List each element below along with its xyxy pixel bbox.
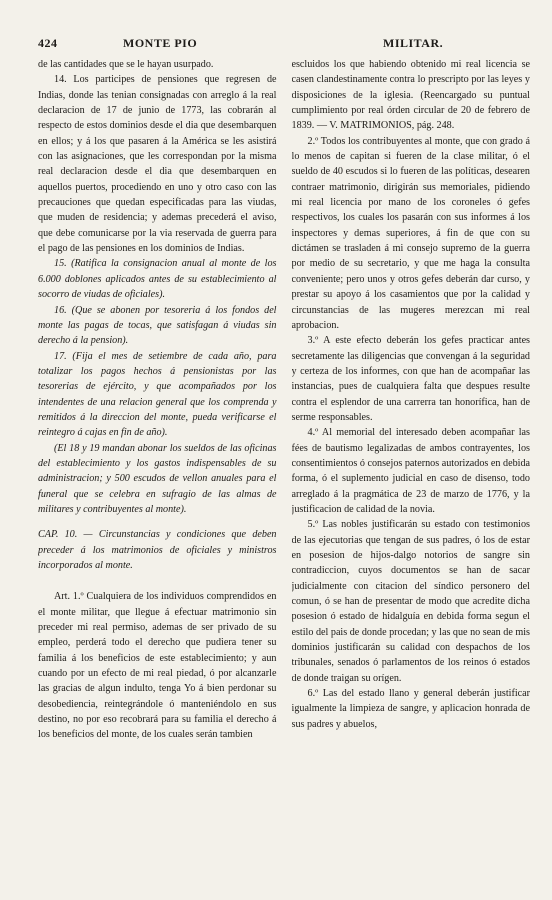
paragraph-16: 16. (Que se abonen por tesoreria á los fondos del monte las pagas de tocas, que satisfagan á viudas sin derecho á la pension).	[38, 304, 277, 347]
paragraph-14: 14. Los participes de pensiones que regresen de Indias, donde las tenian consignadas con arreglo á la real declaracion de 17 de junio de 1773, las cobrarán al respecto de estos dominios desde el dia que desembarquen en ellos; y á los que pasaren á la América se les asistirá con las asignaciones, que les correspondan por la misma real declaracion desde el dia que desembarquen en aquellos puertos, procediendo en uno y otro caso con las precauciones que quedan especificadas para las viudas, que muden de residencia; y ademas precederá el aviso, que debe comunicarse por la via reservada de guerra para el pago de las pensiones en los dominios de Indias.	[38, 74, 277, 255]
article-6: 6.º Las del estado llano y general deberán justificar igualmente la limpieza de sangre, y aplicacion honrada de sus padres y abuelos,	[291, 688, 530, 730]
text-columns	[38, 57, 530, 892]
paragraph-17: 17. (Fija el mes de setiembre de cada año, para totalizar los pagos hechos á pensionistas por las tesorerias de ejército, y que acompañados por los intendentes de una relacion general que los comprenda y remitidos á la direccion del monte, pueda verificarse el reintegro á cajas en fin de año).	[38, 350, 277, 439]
article-1: Art. 1.º Cualquiera de los individuos comprendidos en el monte militar, que llegue á efectuar matrimonio sin preceder mi real permiso, ademas de ser privado de su empleo, perderá todo el derecho que pudiera tener su familia á los beneficios de este establecimiento; y aun cuando por un efecto de mi real piedad, ó por alcanzarle las gracias de algun indulto, tenga Yo á bien perdonar su desobediencia, reintegrándole ó manteniéndolo en sus destino, no por eso recobrará para su familia el derecho á los beneficios del monte, de los cuales serán tambien	[38, 591, 277, 741]
running-title-right: MILITAR.	[383, 36, 444, 50]
paragraph-18-19: (El 18 y 19 mandan abonar los sueldos de las oficinas del establecimiento y los gastos indispensables de su administracion; y 500 escudos de vellon anuales para el funeral que se celebra en sufragio de las almas de militares y contribuyentes al monte).	[38, 442, 277, 515]
article-4: 4.º Al memorial del interesado deben acompañar las fées de bautismo legalizadas de ambos contrayentes, los consentimientos ó consejos paternos autorizados en debida forma, ó el suplemento judicial en caso de disenso, todo arreglado á la pragmática de 23 de marzo de 1776, y la justificacion de calidad de la novia.	[291, 427, 530, 515]
paragraph-continuation: escluidos los que habiendo obtenido mi real licencia se casen clandestinamente contra lo prescripto por las leyes y disposiciones de la iglesia. (Reencargado su puntual cumplimiento por real órden circular de 20 de febrero de 1839. — V. MATRIMONIOS, pág. 248.	[291, 59, 530, 132]
paragraph-continuation: de las cantidades que se le hayan usurpado.	[38, 59, 214, 70]
running-head	[38, 36, 530, 52]
chapter-heading: CAP. 10. — Circunstancias y condiciones que deben preceder á los matrimonios de oficiales y ministros incorporados al monte.	[38, 529, 277, 571]
right-column	[292, 57, 531, 892]
article-5: 5.º Las nobles justificarán su estado con testimonios de las ejecutorias que tengan de sus padres, ó los de estar en posesion de hijos-dalgo notorios de sangre sin contradiccion, cuyos documentos se han de sacar judicialmente con citacion del síndico personero del comun, ó se han de presentar de modo que acredite dicha posesion ó estado de hidalguía en debida forma segun el estilo del pais de donde procedan; y las que no sean de mis dominios justificarán su calidad con despachos de los tribunales, senados ó parlamentos de los reinos ó estados de donde traigan su orígen.	[291, 519, 530, 684]
section-gap	[38, 573, 277, 589]
paragraph-15: 15. (Ratifica la consignacion anual al monte de los 6.000 doblones aplicados antes de su establecimiento al socorro de viudas de oficiales).	[38, 258, 277, 301]
article-2: 2.º Todos los contribuyentes al monte, que con grado á lo menos de capitan si fueren de la clase militar, ó el sueldo de 40 escudos si lo fueren de las políticas, desearen contraer matrimonio, dirigirán sus memoriales, pidiendo mi real licencia por mano de los coroneles ó gefes respectivos, los cuales los pasarán con sus informes á los inspectores y demas superiores, á fin de que con su dictámen se trasladen á mi consejo supremo de la guerra por medio de su secretario, y que me haga la consulta conveniente; pero unos y otros gefes deberán dar curso, y prestar su apoyo á los casamientos que por la calidad y circunstancias de las mugeres merezcan mi real aprobacion.	[291, 135, 530, 331]
section-gap	[38, 517, 277, 527]
running-title-left: MONTE PIO	[123, 36, 198, 50]
article-3: 3.º A este efecto deberán los gefes practicar antes secretamente las diligencias que convengan á la seguridad y certeza de los informes, con que han de acompañar las instancias, pues de cualquiera falta que despues resulte contra el esplendor de una carrerra tan honorífica, han de serme responsables.	[291, 335, 530, 423]
left-column	[38, 57, 277, 892]
page-number: 424	[38, 36, 58, 50]
